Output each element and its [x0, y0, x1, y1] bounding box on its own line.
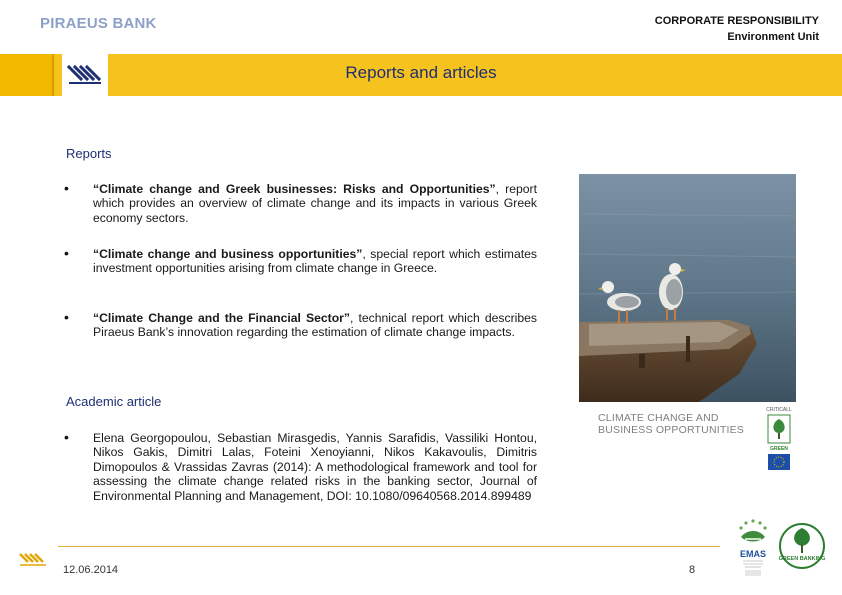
academic-article-citation [93, 431, 537, 503]
report-description: , special report which estimates investment opportunities arising from climate change in Greece. [93, 247, 537, 276]
article-title: A methodological framework and tool for assessing the climate change related risks in the banking sector, [93, 459, 537, 489]
academic-article-heading: Academic article [66, 394, 162, 409]
cover-badge [762, 403, 796, 475]
bullet-marker: • [64, 309, 69, 325]
bullet-marker: • [64, 245, 69, 261]
report-title: “Climate Change and the Financial Sector” [93, 311, 351, 325]
article-authors: Elena Georgopoulou, Sebastian Mirasgedis, Yannis Sarafidis, Vassiliki Hontou, Nikos Gakis, Dimitri Lalas, Foteini Xenoyianni, Nikos Kakavoulis, Dimitris Dimopoulos & Vrassidas Zavras (2014): [93, 431, 537, 474]
badge-green-text: GREEN [770, 446, 788, 452]
cover-photo [579, 174, 796, 402]
green-banking-logo-icon [778, 520, 826, 572]
cover-title [598, 412, 744, 436]
green-banking-label: GREEN BANKING [778, 556, 826, 562]
emas-logo-icon [733, 515, 773, 579]
footer-logo-icon [18, 552, 48, 573]
footer-date: 12.06.2014 [63, 564, 119, 576]
article-journal: Journal of Environmental Planning and Management, DOI: 10.1080/09640568.2014.899489 [93, 474, 537, 503]
bullet-marker: • [64, 429, 69, 445]
reports-heading: Reports [66, 146, 112, 161]
brand-name: PIRAEUS BANK [40, 15, 157, 32]
corporate-responsibility-label: CORPORATE RESPONSIBILITY [654, 15, 819, 27]
footer-divider [58, 546, 720, 547]
report-title: “Climate change and Greek businesses: Risks and Opportunities” [93, 182, 496, 196]
report-title: “Climate change and business opportunities” [93, 247, 363, 261]
environment-unit-label: Environment Unit [727, 31, 819, 43]
report-description: , report which provides an overview of climate change and its impacts in various Greek economy sectors. [93, 182, 537, 225]
emas-label: EMAS [739, 549, 767, 559]
report-item-1 [93, 182, 537, 225]
bullet-marker: • [64, 180, 69, 196]
report-item-2 [93, 247, 537, 276]
page-title: Reports and articles [345, 63, 497, 82]
cover-title-line: BUSINESS OPPORTUNITIES [598, 424, 744, 436]
report-description: , technical report which describes Piraeus Bank’s innovation regarding the estimation of climate change impacts. [93, 311, 537, 340]
report-item-3 [93, 311, 537, 340]
badge-top-text: CRITICALL [766, 407, 792, 413]
page-number: 8 [689, 564, 696, 576]
cover-title-line: CLIMATE CHANGE AND [598, 412, 719, 424]
